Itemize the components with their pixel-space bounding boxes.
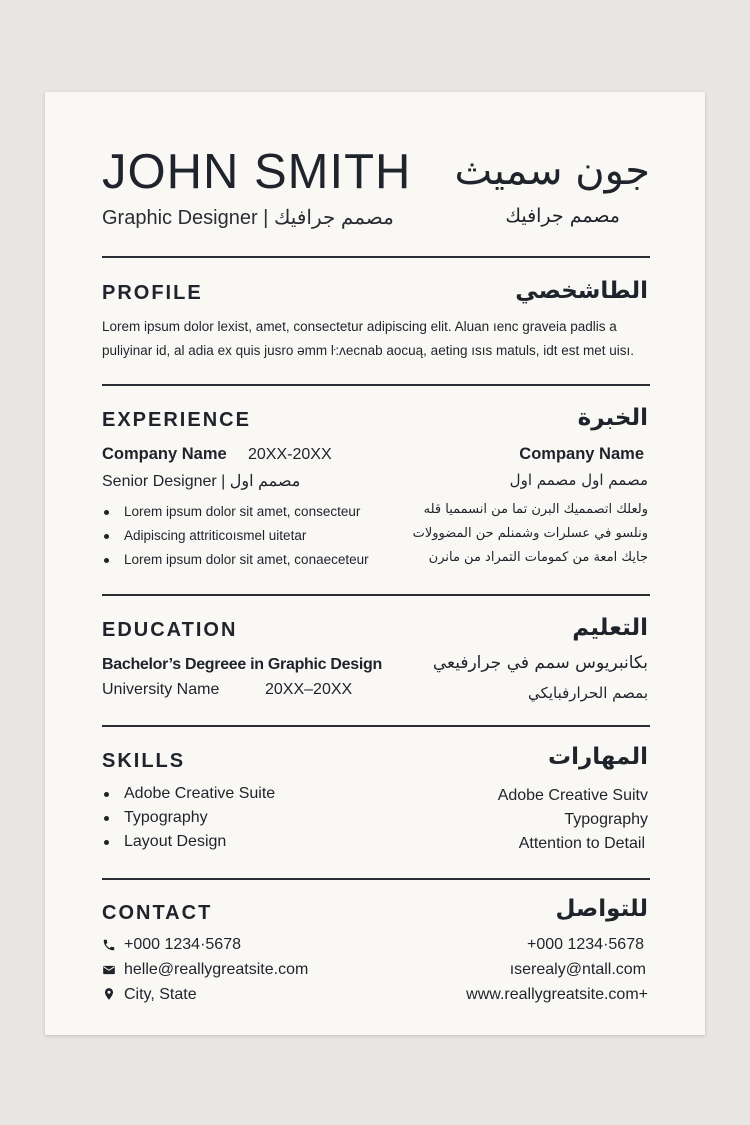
- experience-years: 20XX-20XX: [248, 446, 332, 463]
- contact-heading-arabic: للتواصل: [555, 896, 648, 922]
- experience-heading-arabic: الخبرة: [577, 405, 648, 431]
- experience-heading: EXPERIENCE: [102, 409, 251, 431]
- experience-bullet: Lorem ipsum dolor sit amet, conaeceteur: [124, 552, 369, 567]
- bullet-dot: [104, 816, 109, 821]
- location-pin-icon: [102, 987, 116, 1001]
- bullet-dot: [104, 792, 109, 797]
- divider: [102, 256, 650, 258]
- profile-text-line: Lorem ipsum dolor lexist, amet, consectetur adipiscing elit. Aluan ıenc graveia padlis a: [102, 319, 617, 334]
- skill-item: Layout Design: [124, 833, 227, 850]
- bullet-dot: [104, 558, 109, 563]
- divider: [102, 594, 650, 596]
- bullet-dot: [104, 534, 109, 539]
- phone-number: +000 1234·5678: [124, 936, 241, 953]
- company-name-arabic-column: Company Name: [519, 445, 644, 463]
- email-address: helle@reallygreatsite.com: [124, 961, 309, 978]
- name-heading-arabic: جون سميث: [454, 148, 650, 194]
- skill-item-right: Typography: [564, 811, 648, 828]
- experience-bullet-arabic: ونلسو في عسلرات وشمنلم حن المضوولات: [412, 526, 648, 541]
- name-heading: JOHN SMITH: [102, 145, 412, 199]
- bullet-dot: [104, 840, 109, 845]
- bullet-dot: [104, 510, 109, 515]
- mail-icon: [102, 963, 116, 977]
- company-name: Company Name: [102, 445, 227, 463]
- skill-item: Typography: [124, 809, 208, 826]
- profile-heading-arabic: الطاشخصي: [515, 278, 648, 304]
- contact-heading: CONTACT: [102, 902, 213, 924]
- divider: [102, 878, 650, 880]
- skills-heading-arabic: المهارات: [548, 744, 648, 770]
- skill-item-right: Attention to Detail: [518, 835, 645, 852]
- education-heading: EDUCATION: [102, 619, 238, 641]
- skills-heading: SKILLS: [102, 750, 186, 772]
- location: City, State: [124, 986, 197, 1003]
- divider: [102, 384, 650, 386]
- phone-icon: [102, 938, 116, 952]
- skill-item: Adobe Creative Suite: [124, 785, 276, 802]
- degree-arabic: بكانبريوس سمم في جرارفيعي: [432, 653, 648, 673]
- resume-page: [45, 92, 705, 1035]
- degree: Bachelor’s Degreee in Graphic Design: [102, 656, 382, 673]
- education-heading-arabic: التعليم: [572, 615, 648, 641]
- website-right: www.reallygreatsite.com+: [466, 986, 648, 1003]
- experience-bullet-arabic: جايك امعة من كمومات التمراد من مانرن: [428, 550, 648, 565]
- experience-bullet-arabic: ولعلك اتصمميك البرن تما من انسمميا قله: [423, 502, 648, 517]
- job-title: Graphic Designer | مصمم جرافيك: [102, 207, 394, 229]
- university-name-arabic: بمصم الحرارفبايكي: [528, 684, 648, 702]
- email-address-right: ısereal⁠y@ntall.com: [509, 961, 646, 978]
- experience-bullet: Adipiscing attriticoısmel uitetar: [124, 528, 307, 543]
- education-years: 20XX–20XX: [265, 681, 353, 698]
- phone-number-right: +000 1234·5678: [527, 936, 644, 953]
- job-role: Senior Designer | مصمم اول: [102, 473, 301, 490]
- profile-text-line: puliyinar id, al adia ex quis jusro əmm ŀ:ʌecnab aocuą, aeting ısıs matuls, idt est met uisı.: [102, 343, 635, 358]
- university-name: University Name: [102, 681, 220, 698]
- skill-item-right: Adobe Creative Suitv: [497, 787, 648, 804]
- profile-heading: PROFILE: [102, 282, 203, 304]
- divider: [102, 725, 650, 727]
- job-title-arabic: مصمم جرافيك: [505, 205, 620, 227]
- experience-bullet: Lorem ipsum dolor sit amet, consecteur: [124, 504, 361, 519]
- job-role-arabic: مصمم اول مصمم اول: [509, 471, 648, 489]
